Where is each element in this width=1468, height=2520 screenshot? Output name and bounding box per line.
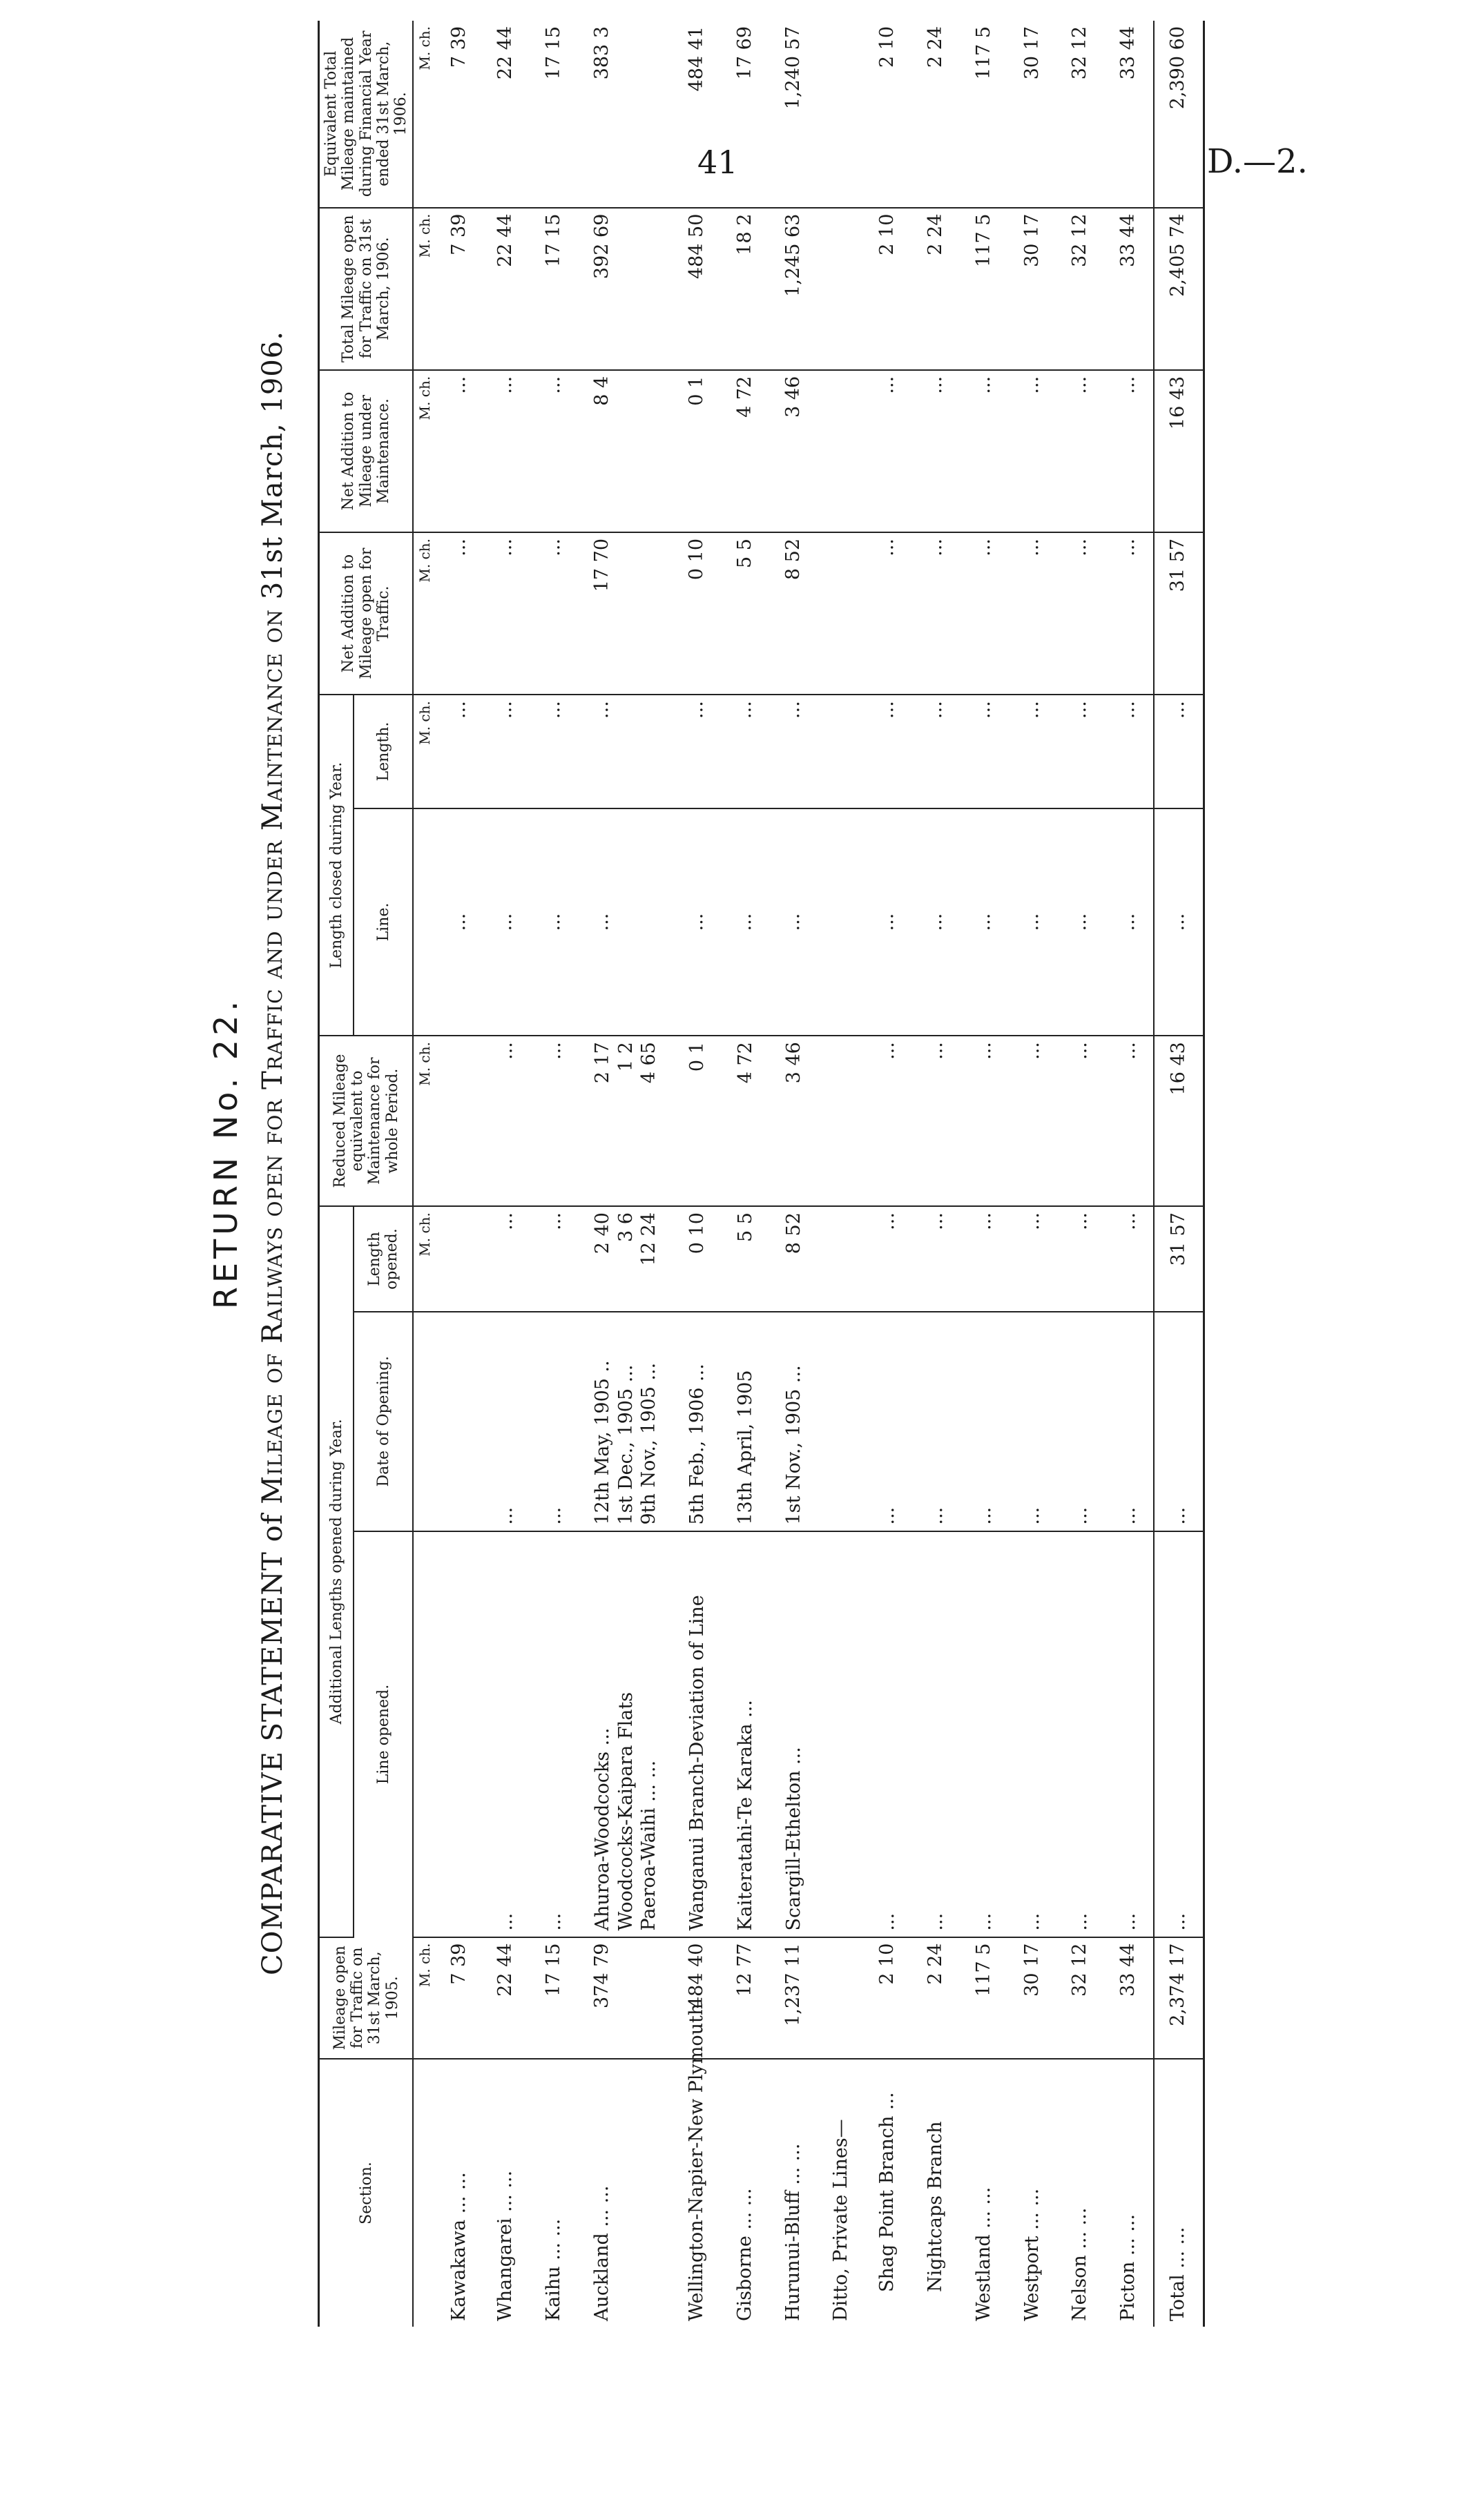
net-addition-maint-cell: ... <box>1056 370 1105 532</box>
line-opened-cell <box>436 1531 482 1937</box>
mileage-1905-cell: 32 12 <box>1056 1937 1105 2059</box>
length-opened-entry: 0 10 <box>686 1212 708 1254</box>
closed-line-cell: ... <box>482 808 530 1036</box>
total-mileage-1906-cell: 33 44 <box>1105 208 1154 370</box>
line-opened-entry: Ahuroa-Woodcocks ... <box>591 1727 613 1931</box>
closed-length-cell: ... <box>770 695 818 808</box>
table-row <box>673 21 722 2327</box>
length-opened-entry: ... <box>925 1212 947 1230</box>
section-cell: Ditto, Private Lines— <box>830 2119 852 2321</box>
header-line-opened: Line opened. <box>354 1531 413 1937</box>
date-of-opening-cell <box>482 1312 530 1531</box>
date-of-opening-entry: ... <box>1167 1506 1189 1525</box>
line-opened-cell <box>579 1531 673 1937</box>
header-length-closed: Length closed during Year. <box>319 695 354 1036</box>
reduced-mileage-entry: 4 72 <box>734 1042 756 1084</box>
net-addition-open-cell: ... <box>912 532 960 695</box>
subtitle-prefix: COMPARATIVE STATEMENT of <box>257 1513 289 1975</box>
closed-line-cell: ... <box>864 808 912 1036</box>
line-opened-entry: Wanganui Branch-Deviation of Line <box>686 1595 708 1931</box>
table-row <box>579 21 673 2327</box>
length-opened-cell <box>530 1206 579 1312</box>
date-of-opening-entry: 13th April, 1905 <box>734 1370 756 1525</box>
reduced-mileage-cell <box>912 1036 960 1206</box>
table-row <box>960 21 1009 2327</box>
total-mileage-1906-cell: 30 17 <box>1009 208 1057 370</box>
reduced-mileage-cell <box>864 1036 912 1206</box>
table-row <box>1009 21 1057 2327</box>
empty-cell <box>818 208 864 370</box>
empty-cell <box>818 1206 864 1312</box>
net-addition-maint-cell: 3 46 <box>770 370 818 532</box>
closed-length-cell: ... <box>1056 695 1105 808</box>
net-addition-open-cell: ... <box>1009 532 1057 695</box>
equivalent-total-cell: 1,240 57 <box>770 21 818 208</box>
closed-line-cell: ... <box>673 808 722 1036</box>
section-cell: Gisborne ... ... <box>733 2188 755 2321</box>
header-reduced-mileage: Reduced Mileage equivalent to Maintenance for whole Period. <box>319 1036 414 1206</box>
net-addition-maint-cell: 4 72 <box>722 370 770 532</box>
section-cell: Whangarei ... ... <box>494 2170 516 2321</box>
reduced-mileage-cell <box>1154 1036 1204 1206</box>
total-mileage-1906-cell: 484 50 <box>673 208 722 370</box>
length-opened-entry: ... <box>877 1212 899 1230</box>
net-addition-open-cell: 17 70 <box>579 532 673 695</box>
units-cell: M. ch. <box>413 1937 436 2059</box>
subtitle-date: 31st March, 1906. <box>257 331 289 600</box>
return-title: RETURN No. 22. <box>207 997 244 1309</box>
date-of-opening-cell <box>579 1312 673 1531</box>
reduced-mileage-entry: ... <box>1021 1042 1043 1060</box>
header-total-mileage-1906: Total Mileage open for Traffic on 31st March, 1906. <box>319 208 414 370</box>
date-of-opening-entry: ... <box>1118 1506 1140 1525</box>
total-mileage-1906-cell: 2,405 74 <box>1154 208 1204 370</box>
length-opened-cell <box>1105 1206 1154 1312</box>
total-mileage-1906-cell: 22 44 <box>482 208 530 370</box>
section-cell: Westland ... ... <box>972 2187 994 2321</box>
net-addition-open-cell: ... <box>1105 532 1154 695</box>
closed-line-cell: ... <box>770 808 818 1036</box>
date-of-opening-entry: ... <box>543 1506 566 1525</box>
date-of-opening-cell <box>1105 1312 1154 1531</box>
reduced-mileage-entry: ... <box>925 1042 947 1060</box>
closed-length-cell: ... <box>960 695 1009 808</box>
rotated-return-table <box>207 0 1243 2327</box>
total-mileage-1906-cell: 117 5 <box>960 208 1009 370</box>
length-opened-cell <box>770 1206 818 1312</box>
table-row <box>436 21 482 2327</box>
table-row <box>770 21 818 2327</box>
line-opened-entry: Scargill-Ethelton ... <box>782 1747 804 1931</box>
empty-cell <box>818 1036 864 1206</box>
net-addition-maint-cell: ... <box>482 370 530 532</box>
section-cell: Hurunui-Bluff ... ... <box>782 2143 804 2321</box>
net-addition-open-cell: ... <box>864 532 912 695</box>
date-of-opening-cell <box>1009 1312 1057 1531</box>
net-addition-open-cell: 5 5 <box>722 532 770 695</box>
closed-length-cell: ... <box>1154 695 1204 808</box>
equivalent-total-cell: 22 44 <box>482 21 530 208</box>
total-mileage-1906-cell: 18 2 <box>722 208 770 370</box>
closed-length-cell: ... <box>579 695 673 808</box>
mileage-1905-cell: 2,374 17 <box>1154 1937 1204 2059</box>
section-cell: Nightcaps Branch <box>925 2121 947 2292</box>
closed-line-cell: ... <box>1154 808 1204 1036</box>
date-of-opening-cell <box>1154 1312 1204 1531</box>
units-cell: M. ch. <box>413 370 436 532</box>
closed-length-cell: ... <box>912 695 960 808</box>
closed-line-cell: ... <box>1105 808 1154 1036</box>
line-opened-entry: ... <box>1021 1912 1043 1931</box>
section-cell: Kawakawa ... ... <box>448 2172 470 2321</box>
page-number: 41 <box>697 144 738 181</box>
length-opened-cell <box>482 1206 530 1312</box>
date-of-opening-cell <box>673 1312 722 1531</box>
mileage-table <box>318 21 1205 2327</box>
reduced-mileage-entry: ... <box>543 1042 566 1060</box>
line-opened-cell <box>530 1531 579 1937</box>
total-mileage-1906-cell: 17 15 <box>530 208 579 370</box>
document-reference: D.—2. <box>1207 142 1308 181</box>
line-opened-cell <box>912 1531 960 1937</box>
line-opened-entry: ... <box>495 1912 517 1931</box>
total-mileage-1906-cell: 32 12 <box>1056 208 1105 370</box>
reduced-mileage-entry: 2 17 <box>591 1042 613 1084</box>
reduced-mileage-cell <box>436 1036 482 1206</box>
equivalent-total-cell: 2 10 <box>864 21 912 208</box>
date-of-opening-entry: ... <box>1070 1506 1092 1525</box>
section-cell: Auckland ... ... <box>590 2185 612 2321</box>
table-row <box>530 21 579 2327</box>
net-addition-open-cell: ... <box>482 532 530 695</box>
length-opened-cell <box>1056 1206 1105 1312</box>
date-of-opening-cell <box>436 1312 482 1531</box>
reduced-mileage-cell <box>673 1036 722 1206</box>
closed-line-cell: ... <box>1009 808 1057 1036</box>
total-mileage-1906-cell: 7 39 <box>436 208 482 370</box>
date-of-opening-entry: ... <box>973 1506 995 1525</box>
section-cell: Total ... ... <box>1154 2059 1204 2327</box>
length-opened-entry: ... <box>973 1212 995 1230</box>
section-cell: Kaihu ... ... <box>543 2218 565 2321</box>
date-of-opening-cell <box>864 1312 912 1531</box>
length-opened-cell <box>579 1206 673 1312</box>
net-addition-maint-cell: ... <box>1105 370 1154 532</box>
section-cell: Wellington-Napier-New Plymouth <box>686 2003 708 2321</box>
header-net-addition-maint: Net Addition to Mileage under Maintenance. <box>319 370 414 532</box>
length-opened-entry: ... <box>1070 1212 1092 1230</box>
net-addition-open-cell: 0 10 <box>673 532 722 695</box>
date-of-opening-entry: 1st Dec., 1905 ... <box>615 1364 637 1525</box>
mileage-1905-cell: 484 40 <box>673 1937 722 2059</box>
total-mileage-1906-cell: 2 24 <box>912 208 960 370</box>
section-cell: Nelson ... ... <box>1069 2207 1091 2321</box>
closed-length-cell: ... <box>864 695 912 808</box>
header-net-addition-open: Net Addition to Mileage open for Traffic. <box>319 532 414 695</box>
mileage-1905-cell: 12 77 <box>722 1937 770 2059</box>
header-closed-line: Line. <box>354 808 413 1036</box>
empty-cell <box>818 370 864 532</box>
reduced-mileage-entry: 0 1 <box>686 1042 708 1072</box>
date-of-opening-entry: 5th Feb., 1906 ... <box>686 1364 708 1525</box>
line-opened-cell <box>482 1531 530 1937</box>
mileage-1905-cell: 374 79 <box>579 1937 673 2059</box>
net-addition-maint-cell: ... <box>1009 370 1057 532</box>
date-of-opening-entry: ... <box>877 1506 899 1525</box>
table-row <box>722 21 770 2327</box>
reduced-mileage-entry: ... <box>1118 1042 1140 1060</box>
length-opened-entry: 5 5 <box>734 1212 756 1243</box>
line-opened-entry: Kaiteratahi-Te Karaka ... <box>734 1700 756 1931</box>
date-of-opening-cell <box>1056 1312 1105 1531</box>
closed-line-cell: ... <box>579 808 673 1036</box>
closed-line-cell: ... <box>530 808 579 1036</box>
reduced-mileage-cell <box>722 1036 770 1206</box>
equivalent-total-cell: 17 69 <box>722 21 770 208</box>
empty-cell <box>818 1312 864 1531</box>
equivalent-total-cell: 2 24 <box>912 21 960 208</box>
closed-length-cell: ... <box>673 695 722 808</box>
length-opened-cell <box>1154 1206 1204 1312</box>
units-cell: M. ch. <box>413 1206 436 1312</box>
line-opened-entry: Woodcocks-Kaipara Flats <box>615 1692 637 1931</box>
reduced-mileage-entry: 1 2 <box>615 1042 637 1072</box>
table-row <box>1056 21 1105 2327</box>
date-of-opening-cell <box>912 1312 960 1531</box>
line-opened-cell <box>960 1531 1009 1937</box>
length-opened-entry: ... <box>495 1212 517 1230</box>
date-of-opening-entry: 12th May, 1905 .. <box>591 1360 613 1525</box>
net-addition-maint-cell: ... <box>436 370 482 532</box>
date-of-opening-cell <box>530 1312 579 1531</box>
net-addition-maint-cell: 8 4 <box>579 370 673 532</box>
empty-cell <box>818 808 864 1036</box>
closed-length-cell: ... <box>1105 695 1154 808</box>
length-opened-cell <box>864 1206 912 1312</box>
equivalent-total-cell: 383 3 <box>579 21 673 208</box>
empty-cell <box>818 532 864 695</box>
table-row <box>482 21 530 2327</box>
subtitle-small-caps: Mileage of Railways open for Traffic and under Maintenance on <box>257 609 289 1504</box>
closed-line-cell: ... <box>722 808 770 1036</box>
units-cell: M. ch. <box>413 208 436 370</box>
date-of-opening-entry: ... <box>1021 1506 1043 1525</box>
mileage-1905-cell: 117 5 <box>960 1937 1009 2059</box>
section-cell: Picton ... ... <box>1117 2213 1139 2321</box>
closed-length-cell: ... <box>436 695 482 808</box>
equivalent-total-cell: 484 41 <box>673 21 722 208</box>
net-addition-open-cell: ... <box>960 532 1009 695</box>
line-opened-cell <box>673 1531 722 1937</box>
line-opened-cell <box>1009 1531 1057 1937</box>
net-addition-open-cell: ... <box>530 532 579 695</box>
mileage-1905-cell: 2 24 <box>912 1937 960 2059</box>
mileage-1905-cell: 7 39 <box>436 1937 482 2059</box>
empty-cell <box>818 1531 864 1937</box>
net-addition-open-cell: ... <box>436 532 482 695</box>
total-mileage-1906-cell: 1,245 63 <box>770 208 818 370</box>
header-equivalent-total: Equivalent Total Mileage maintained during Financial Year ended 31st March, 1906. <box>319 21 414 208</box>
mileage-1905-cell: 33 44 <box>1105 1937 1154 2059</box>
empty-cell <box>818 695 864 808</box>
mileage-1905-cell: 1,237 11 <box>770 1937 818 2059</box>
line-opened-cell <box>864 1531 912 1937</box>
units-cell: M. ch. <box>413 1036 436 1206</box>
length-opened-entry: 2 40 <box>591 1212 613 1254</box>
mileage-1905-cell: 17 15 <box>530 1937 579 2059</box>
date-of-opening-entry: ... <box>495 1506 517 1525</box>
date-of-opening-entry: 1st Nov., 1905 ... <box>782 1365 804 1525</box>
line-opened-entry: ... <box>877 1912 899 1931</box>
empty-cell <box>818 21 864 208</box>
section-cell: Shag Point Branch ... <box>876 2092 898 2292</box>
equivalent-total-cell: 117 5 <box>960 21 1009 208</box>
table-row <box>1154 21 1204 2327</box>
reduced-mileage-cell <box>579 1036 673 1206</box>
length-opened-entry: ... <box>1021 1212 1043 1230</box>
table-row <box>912 21 960 2327</box>
closed-line-cell: ... <box>436 808 482 1036</box>
length-opened-entry: ... <box>1118 1212 1140 1230</box>
length-opened-cell <box>1009 1206 1057 1312</box>
header-section: Section. <box>319 2059 414 2327</box>
line-opened-cell <box>1105 1531 1154 1937</box>
closed-length-cell: ... <box>482 695 530 808</box>
net-addition-maint-cell: ... <box>960 370 1009 532</box>
net-addition-maint-cell: ... <box>530 370 579 532</box>
length-opened-entry: ... <box>543 1212 566 1230</box>
reduced-mileage-entry: ... <box>1070 1042 1092 1060</box>
reduced-mileage-cell <box>1009 1036 1057 1206</box>
reduced-mileage-entry: 4 65 <box>638 1042 660 1084</box>
line-opened-entry: ... <box>1070 1912 1092 1931</box>
equivalent-total-cell: 2,390 60 <box>1154 21 1204 208</box>
header-closed-length: Length. <box>354 695 413 808</box>
table-body <box>413 21 1204 2327</box>
equivalent-total-cell: 33 44 <box>1105 21 1154 208</box>
reduced-mileage-cell <box>482 1036 530 1206</box>
line-opened-cell <box>722 1531 770 1937</box>
line-opened-entry: ... <box>1167 1912 1189 1931</box>
header-mileage-1905: Mileage open for Traffic on 31st March, 1905. <box>319 1937 414 2059</box>
length-opened-entry: 12 24 <box>638 1212 660 1266</box>
line-opened-entry: ... <box>973 1912 995 1931</box>
date-of-opening-cell <box>722 1312 770 1531</box>
table-row <box>818 21 864 2327</box>
reduced-mileage-entry: 16 43 <box>1167 1042 1189 1096</box>
units-cell: M. ch. <box>413 532 436 695</box>
closed-line-cell: ... <box>960 808 1009 1036</box>
length-opened-cell <box>912 1206 960 1312</box>
net-addition-maint-cell: 0 1 <box>673 370 722 532</box>
reduced-mileage-cell <box>770 1036 818 1206</box>
date-of-opening-entry: ... <box>925 1506 947 1525</box>
mileage-1905-cell: 22 44 <box>482 1937 530 2059</box>
reduced-mileage-cell <box>1105 1036 1154 1206</box>
section-cell: Westport ... ... <box>1021 2188 1043 2321</box>
length-opened-cell <box>436 1206 482 1312</box>
line-opened-cell <box>1056 1531 1105 1937</box>
closed-length-cell: ... <box>530 695 579 808</box>
reduced-mileage-entry: 3 46 <box>782 1042 804 1084</box>
closed-line-cell: ... <box>912 808 960 1036</box>
equivalent-total-cell: 30 17 <box>1009 21 1057 208</box>
net-addition-maint-cell: ... <box>912 370 960 532</box>
total-mileage-1906-cell: 2 10 <box>864 208 912 370</box>
units-row <box>413 21 436 2327</box>
closed-length-cell: ... <box>722 695 770 808</box>
net-addition-open-cell: ... <box>1056 532 1105 695</box>
equivalent-total-cell: 32 12 <box>1056 21 1105 208</box>
net-addition-maint-cell: 16 43 <box>1154 370 1204 532</box>
line-opened-entry: ... <box>925 1912 947 1931</box>
mileage-1905-cell: 2 10 <box>864 1937 912 2059</box>
reduced-mileage-entry: ... <box>877 1042 899 1060</box>
length-opened-cell <box>673 1206 722 1312</box>
date-of-opening-cell <box>770 1312 818 1531</box>
reduced-mileage-cell <box>960 1036 1009 1206</box>
length-opened-cell <box>722 1206 770 1312</box>
equivalent-total-cell: 7 39 <box>436 21 482 208</box>
length-opened-cell <box>960 1206 1009 1312</box>
table-row <box>1105 21 1154 2327</box>
units-cell: M. ch. <box>413 21 436 208</box>
header-length-opened: Length opened. <box>354 1206 413 1312</box>
header-additional-lengths: Additional Lengths opened during Year. <box>319 1206 354 1937</box>
reduced-mileage-entry: ... <box>973 1042 995 1060</box>
net-addition-maint-cell: ... <box>864 370 912 532</box>
table-row <box>864 21 912 2327</box>
header-date-of-opening: Date of Opening. <box>354 1312 413 1531</box>
net-addition-open-cell: 31 57 <box>1154 532 1204 695</box>
units-cell: M. ch. <box>413 695 436 808</box>
length-opened-entry: 3 6 <box>615 1212 637 1243</box>
date-of-opening-entry: 9th Nov., 1905 ... <box>638 1362 660 1525</box>
reduced-mileage-entry: ... <box>495 1042 517 1060</box>
line-opened-entry: ... <box>1118 1912 1140 1931</box>
total-mileage-1906-cell: 392 69 <box>579 208 673 370</box>
equivalent-total-cell: 17 15 <box>530 21 579 208</box>
line-opened-entry: ... <box>543 1912 566 1931</box>
mileage-1905-cell: 30 17 <box>1009 1937 1057 2059</box>
reduced-mileage-cell <box>1056 1036 1105 1206</box>
line-opened-entry: Paeroa-Waihi ... ... <box>638 1760 660 1931</box>
length-opened-entry: 31 57 <box>1167 1212 1189 1266</box>
reduced-mileage-cell <box>530 1036 579 1206</box>
closed-length-cell: ... <box>1009 695 1057 808</box>
line-opened-cell <box>770 1531 818 1937</box>
closed-line-cell: ... <box>1056 808 1105 1036</box>
line-opened-cell <box>1154 1531 1204 1937</box>
empty-cell <box>818 1937 864 2059</box>
return-subtitle <box>257 0 289 2327</box>
length-opened-entry: 8 52 <box>782 1212 804 1254</box>
net-addition-open-cell: 8 52 <box>770 532 818 695</box>
date-of-opening-cell <box>960 1312 1009 1531</box>
